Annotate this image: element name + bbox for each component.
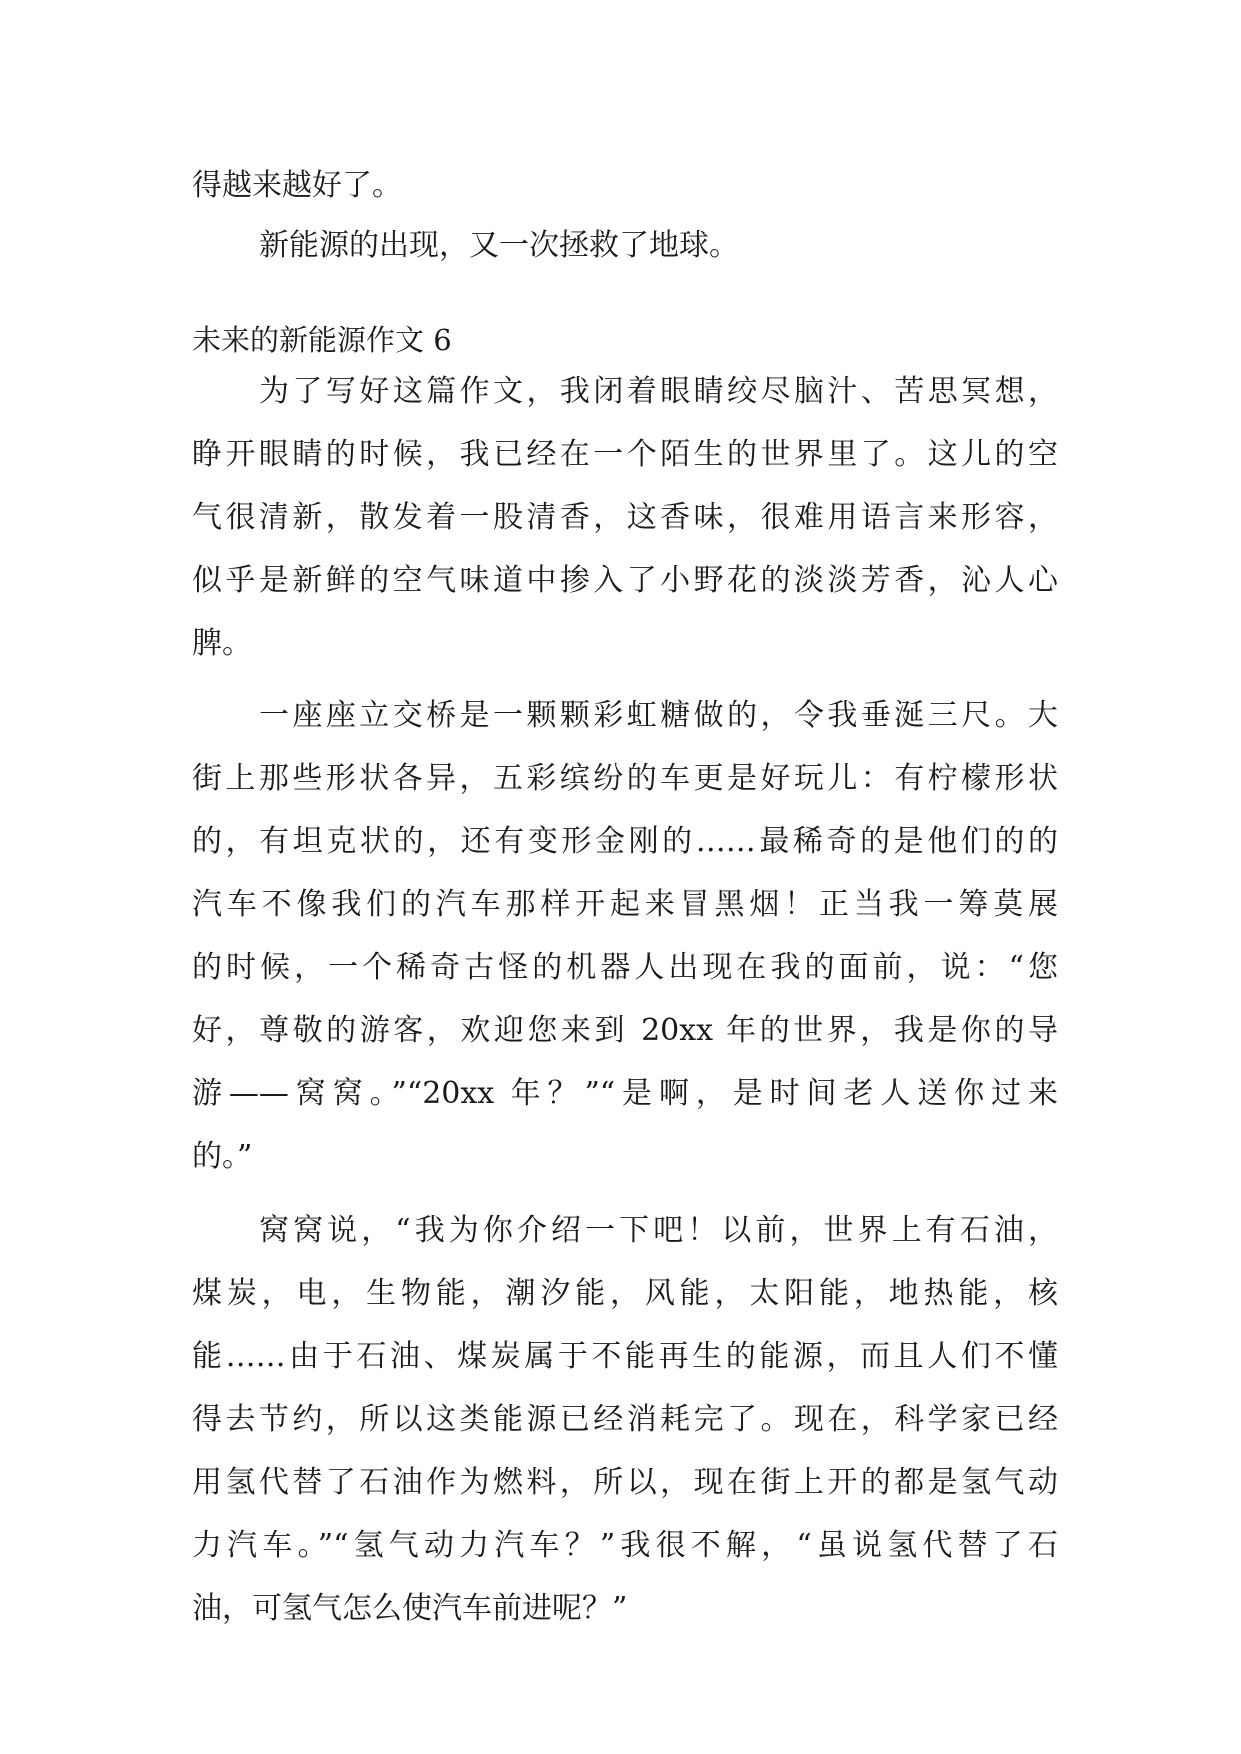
text-line: 能……由于石油、煤炭属于不能再生的能源，而且人们不懂 [192,1339,1058,1374]
text-line: 力汽车。”“氢气动力汽车？”我很不解，“虽说氢代替了石 [192,1528,1058,1563]
text-line: 一座座立交桥是一颗颗彩虹糖做的，令我垂涎三尺。大 [259,698,1058,733]
text-line: 脾。 [192,626,252,661]
text-line: 新能源的出现，又一次拯救了地球。 [259,228,739,263]
text-line: 用氢代替了石油作为燃料，所以，现在街上开的都是氢气动 [192,1465,1058,1500]
text-line: 似乎是新鲜的空气味道中掺入了小野花的淡淡芳香，沁人心 [192,563,1058,598]
text-line: 游——窝窝。”“20xx 年？”“是啊，是时间老人送你过来 [192,1076,1058,1111]
text-line: 为了写好这篇作文，我闭着眼睛绞尽脑汁、苦思冥想， [259,374,1058,409]
text-line: 的，有坦克状的，还有变形金刚的……最稀奇的是他们的的 [192,824,1058,859]
text-line: 的。” [192,1139,253,1174]
text-line: 睁开眼睛的时候，我已经在一个陌生的世界里了。这儿的空 [192,437,1058,472]
text-line: 得去节约，所以这类能源已经消耗完了。现在，科学家已经 [192,1402,1058,1437]
text-line: 好，尊敬的游客，欢迎您来到 20xx 年的世界，我是你的导 [192,1013,1058,1048]
text-line: 的时候，一个稀奇古怪的机器人出现在我的面前，说：“您 [192,950,1058,985]
text-line: 街上那些形状各异，五彩缤纷的车更是好玩儿：有柠檬形状 [192,761,1058,796]
text-line: 煤炭，电，生物能，潮汐能，风能，太阳能，地热能，核 [192,1276,1058,1311]
essay-title: 未来的新能源作文 6 [192,323,452,357]
text-line: 汽车不像我们的汽车那样开起来冒黑烟！正当我一筹莫展 [192,887,1058,922]
text-line: 窝窝说，“我为你介绍一下吧！以前，世界上有石油， [259,1213,1058,1248]
text-line: 气很清新，散发着一股清香，这香味，很难用语言来形容， [192,500,1058,535]
text-line: 油，可氢气怎么使汽车前进呢？” [192,1591,628,1626]
text-line: 得越来越好了。 [192,168,402,203]
